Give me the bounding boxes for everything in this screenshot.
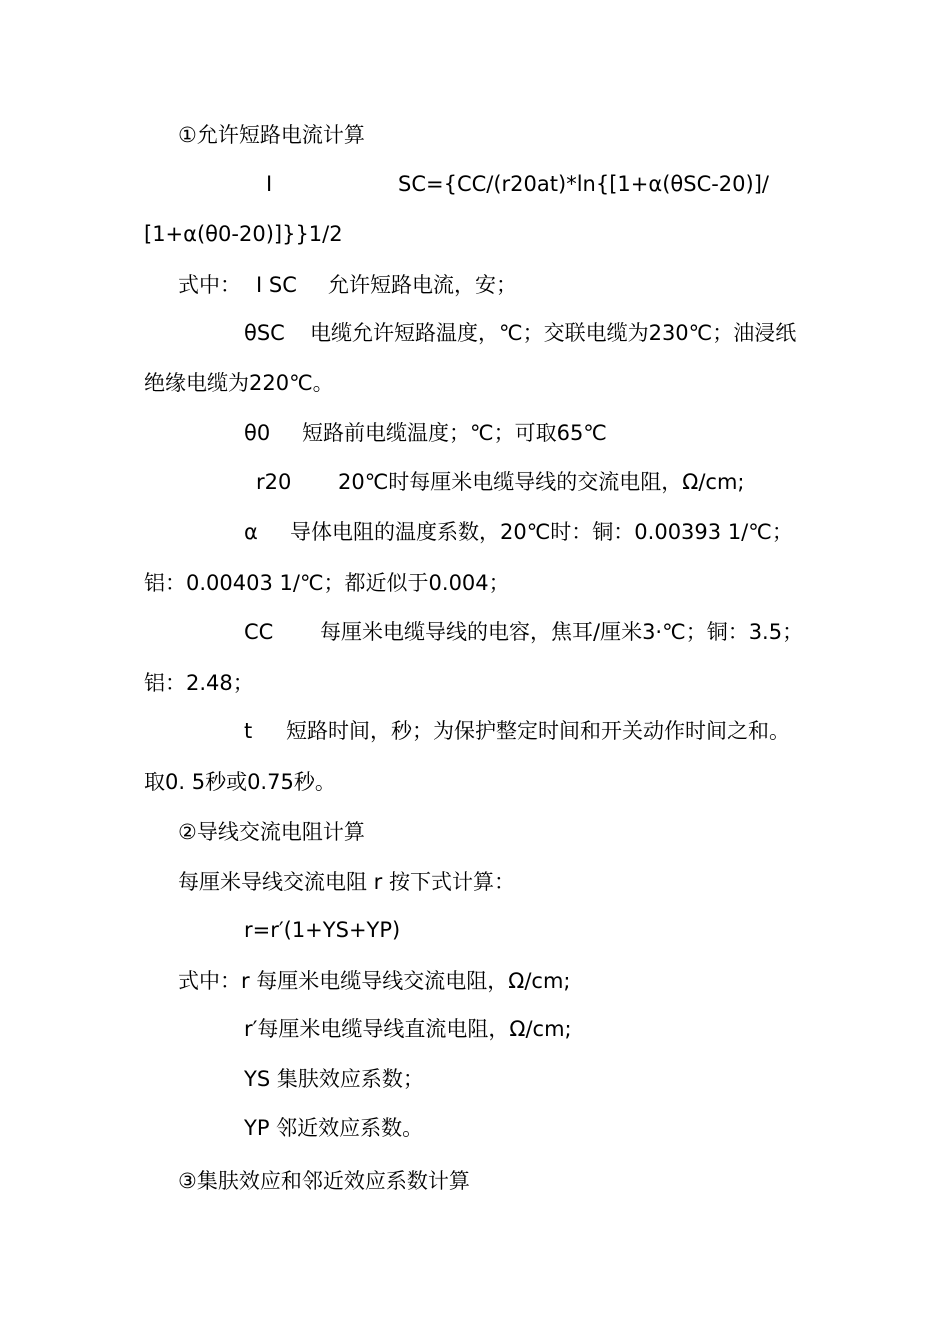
desc-cc-cont: 铝：2.48；	[144, 671, 254, 695]
formula-symbol-i: I	[266, 172, 273, 196]
symbol-theta-sc: θSC	[244, 321, 285, 345]
desc-theta-0: 短路前电缆温度；℃；可取65℃	[302, 421, 607, 445]
formula-line-2: [1+α(θ0-20)]}}1/2	[144, 222, 343, 246]
desc-theta-sc: 电缆允许短路温度，℃；交联电缆为230℃；油浸纸	[310, 321, 797, 345]
symbol-r20: r20	[256, 470, 292, 494]
desc-yp: YP 邻近效应系数。	[244, 1116, 424, 1140]
ac-resistance-formula: r=r′(1+YS+YP)	[244, 918, 401, 942]
desc-cc: 每厘米电缆导线的电容，焦耳/厘米3·℃；铜：3.5；	[320, 620, 804, 644]
desc-t-cont: 取0. 5秒或0.75秒。	[144, 770, 336, 794]
heading-skin-proximity-effect: ③集肤效应和邻近效应系数计算	[178, 1169, 470, 1193]
heading-allowable-short-circuit-current: ①允许短路电流计算	[178, 123, 365, 147]
symbol-theta-0: θ0	[244, 421, 271, 445]
desc-t: 短路时间，秒；为保护整定时间和开关动作时间之和。	[286, 719, 790, 743]
desc-r-ac: 式中：r 每厘米电缆导线交流电阻，Ω/cm;	[178, 969, 571, 993]
symbol-cc: CC	[244, 620, 274, 644]
symbol-alpha: α	[244, 520, 258, 544]
desc-r20: 20℃时每厘米电缆导线的交流电阻，Ω/cm;	[338, 470, 745, 494]
formula-line-1: SC={CC/(r20at)*ln{[1+α(θSC-20)]/	[398, 172, 769, 196]
desc-r-dc: r′每厘米电缆导线直流电阻，Ω/cm;	[244, 1017, 572, 1041]
desc-isc: 允许短路电流，安；	[328, 273, 517, 297]
where-label: 式中：	[178, 273, 241, 297]
desc-alpha-cont: 铝：0.00403 1/℃；都近似于0.004；	[144, 571, 510, 595]
ac-resistance-intro: 每厘米导线交流电阻 r 按下式计算：	[178, 870, 515, 894]
symbol-isc: I SC	[256, 273, 297, 297]
symbol-t: t	[244, 719, 253, 743]
desc-ys: YS 集肤效应系数；	[244, 1067, 424, 1091]
heading-ac-resistance: ②导线交流电阻计算	[178, 820, 365, 844]
desc-alpha: 导体电阻的温度系数，20℃时：铜：0.00393 1/℃；	[290, 520, 793, 544]
desc-theta-sc-cont: 绝缘电缆为220℃。	[144, 371, 334, 395]
